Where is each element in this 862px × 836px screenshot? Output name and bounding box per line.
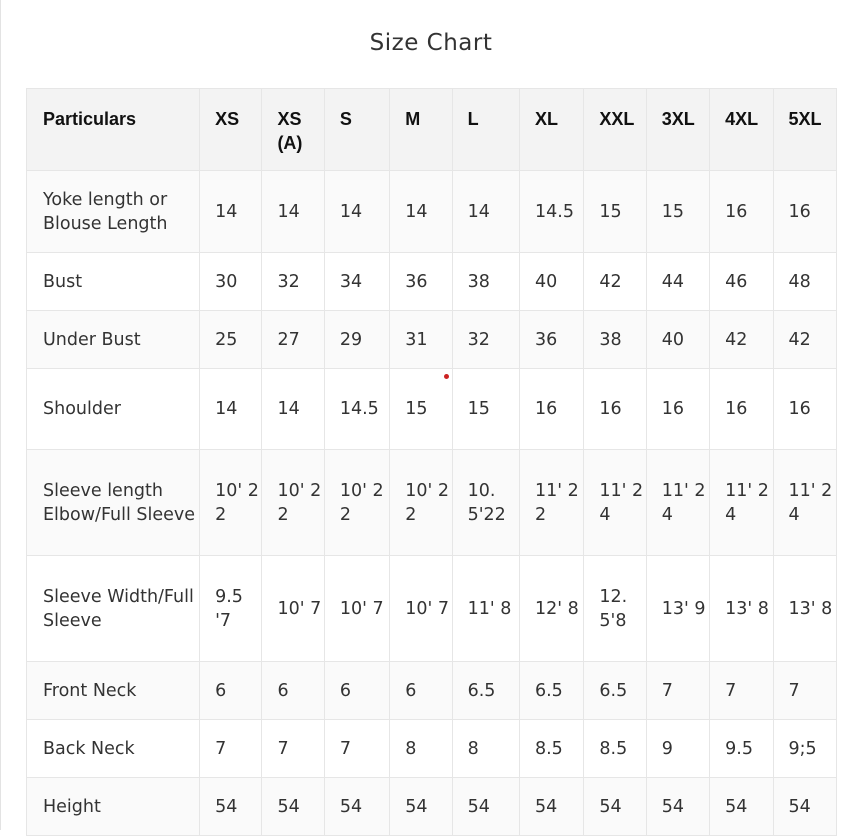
table-cell: 10.5'22	[452, 450, 519, 556]
table-cell: 7	[773, 662, 836, 720]
table-cell: 54	[773, 778, 836, 836]
column-header: Particulars	[27, 89, 200, 171]
table-row	[27, 778, 837, 836]
table-cell: 14	[200, 171, 262, 253]
table-cell: 7	[324, 720, 389, 778]
table-cell: 15	[646, 171, 709, 253]
header-row	[27, 89, 837, 171]
table-cell: 38	[452, 253, 519, 311]
table-cell: 16	[646, 369, 709, 450]
table-cell: 54	[200, 778, 262, 836]
column-header: 5XL	[773, 89, 836, 171]
table-row	[27, 720, 837, 778]
table-cell: 10' 7	[390, 556, 452, 662]
table-cell: 10' 22	[390, 450, 452, 556]
table-cell: 10' 7	[262, 556, 324, 662]
table-cell: 10' 22	[324, 450, 389, 556]
table-cell: 29	[324, 311, 389, 369]
table-cell: 30	[200, 253, 262, 311]
column-header: XS (A)	[262, 89, 324, 171]
table-cell: 36	[519, 311, 583, 369]
table-row	[27, 369, 837, 450]
row-label: Under Bust	[27, 311, 200, 369]
row-label: Yoke length or Blouse Length	[27, 171, 200, 253]
table-row	[27, 662, 837, 720]
table-cell: 7	[646, 662, 709, 720]
table-cell: 9	[646, 720, 709, 778]
table-cell: 40	[519, 253, 583, 311]
table-cell: 16	[773, 171, 836, 253]
table-cell: 54	[324, 778, 389, 836]
table-cell: 12.5'8	[584, 556, 646, 662]
table-cell: 6.5	[584, 662, 646, 720]
row-label: Shoulder	[27, 369, 200, 450]
table-cell: 14	[262, 171, 324, 253]
page-title: Size Chart	[369, 30, 493, 56]
table-cell: 32	[452, 311, 519, 369]
table-cell: 11' 24	[710, 450, 773, 556]
left-border	[0, 0, 1, 830]
table-cell: 16	[584, 369, 646, 450]
table-row	[27, 171, 837, 253]
column-header: 3XL	[646, 89, 709, 171]
table-cell: 14.5	[324, 369, 389, 450]
table-cell: 9.5	[710, 720, 773, 778]
row-label: Back Neck	[27, 720, 200, 778]
table-row	[27, 450, 837, 556]
table-cell: 25	[200, 311, 262, 369]
table-row	[27, 311, 837, 369]
table-cell: 27	[262, 311, 324, 369]
table-cell: 48	[773, 253, 836, 311]
table-cell: 16	[773, 369, 836, 450]
table-cell: 6	[200, 662, 262, 720]
table-cell: 15	[452, 369, 519, 450]
row-label: Bust	[27, 253, 200, 311]
table-cell: 11' 24	[584, 450, 646, 556]
size-chart-table	[26, 88, 837, 836]
row-label: Sleeve Width/Full Sleeve	[27, 556, 200, 662]
table-cell: 8	[390, 720, 452, 778]
table-cell: 42	[710, 311, 773, 369]
table-cell: 12' 8	[519, 556, 583, 662]
row-label: Sleeve length Elbow/Full Sleeve	[27, 450, 200, 556]
table-cell: 14	[452, 171, 519, 253]
column-header: XS	[200, 89, 262, 171]
table-cell: 46	[710, 253, 773, 311]
column-header: 4XL	[710, 89, 773, 171]
table-cell: 42	[584, 253, 646, 311]
table-cell: 6.5	[452, 662, 519, 720]
table-cell: 6	[390, 662, 452, 720]
table-cell: 14.5	[519, 171, 583, 253]
table-cell: 54	[710, 778, 773, 836]
table-cell: 42	[773, 311, 836, 369]
table-cell: 10' 7	[324, 556, 389, 662]
column-header: XXL	[584, 89, 646, 171]
table-cell: 9;5	[773, 720, 836, 778]
table-cell: 9.5 '7	[200, 556, 262, 662]
table-cell: 13' 8	[773, 556, 836, 662]
table-cell: 7	[710, 662, 773, 720]
column-header: M	[390, 89, 452, 171]
table-cell: 14	[262, 369, 324, 450]
table-cell: 34	[324, 253, 389, 311]
table-cell: 11' 8	[452, 556, 519, 662]
table-cell: 11' 24	[773, 450, 836, 556]
table-cell: 54	[452, 778, 519, 836]
table-cell: 54	[390, 778, 452, 836]
column-header: XL	[519, 89, 583, 171]
table-cell: 40	[646, 311, 709, 369]
table-row	[27, 556, 837, 662]
table-row	[27, 253, 837, 311]
table-cell: 10' 22	[200, 450, 262, 556]
table-cell: 54	[584, 778, 646, 836]
table-cell: 54	[519, 778, 583, 836]
table-cell: 6	[324, 662, 389, 720]
table-cell: 11' 24	[646, 450, 709, 556]
table-cell: 54	[646, 778, 709, 836]
column-header: L	[452, 89, 519, 171]
table-cell: 6	[262, 662, 324, 720]
table-cell: 16	[710, 171, 773, 253]
table-cell: 8	[452, 720, 519, 778]
table-cell: 8.5	[584, 720, 646, 778]
table-cell: 11' 22	[519, 450, 583, 556]
table-cell: 7	[200, 720, 262, 778]
table-cell: 7	[262, 720, 324, 778]
row-label: Front Neck	[27, 662, 200, 720]
table-cell: 16	[519, 369, 583, 450]
table-cell: 15	[390, 369, 452, 450]
table-cell: 32	[262, 253, 324, 311]
red-dot-mark	[444, 374, 449, 379]
table-cell: 16	[710, 369, 773, 450]
table-cell: 54	[262, 778, 324, 836]
table-cell: 44	[646, 253, 709, 311]
table-cell: 14	[390, 171, 452, 253]
table-cell: 6.5	[519, 662, 583, 720]
table-cell: 38	[584, 311, 646, 369]
table-cell: 31	[390, 311, 452, 369]
table-cell: 8.5	[519, 720, 583, 778]
table-cell: 14	[200, 369, 262, 450]
table-cell: 15	[584, 171, 646, 253]
table-cell: 13' 9	[646, 556, 709, 662]
table-cell: 14	[324, 171, 389, 253]
table-cell: 13' 8	[710, 556, 773, 662]
row-label: Height	[27, 778, 200, 836]
table-cell: 10' 22	[262, 450, 324, 556]
table-cell: 36	[390, 253, 452, 311]
column-header: S	[324, 89, 389, 171]
